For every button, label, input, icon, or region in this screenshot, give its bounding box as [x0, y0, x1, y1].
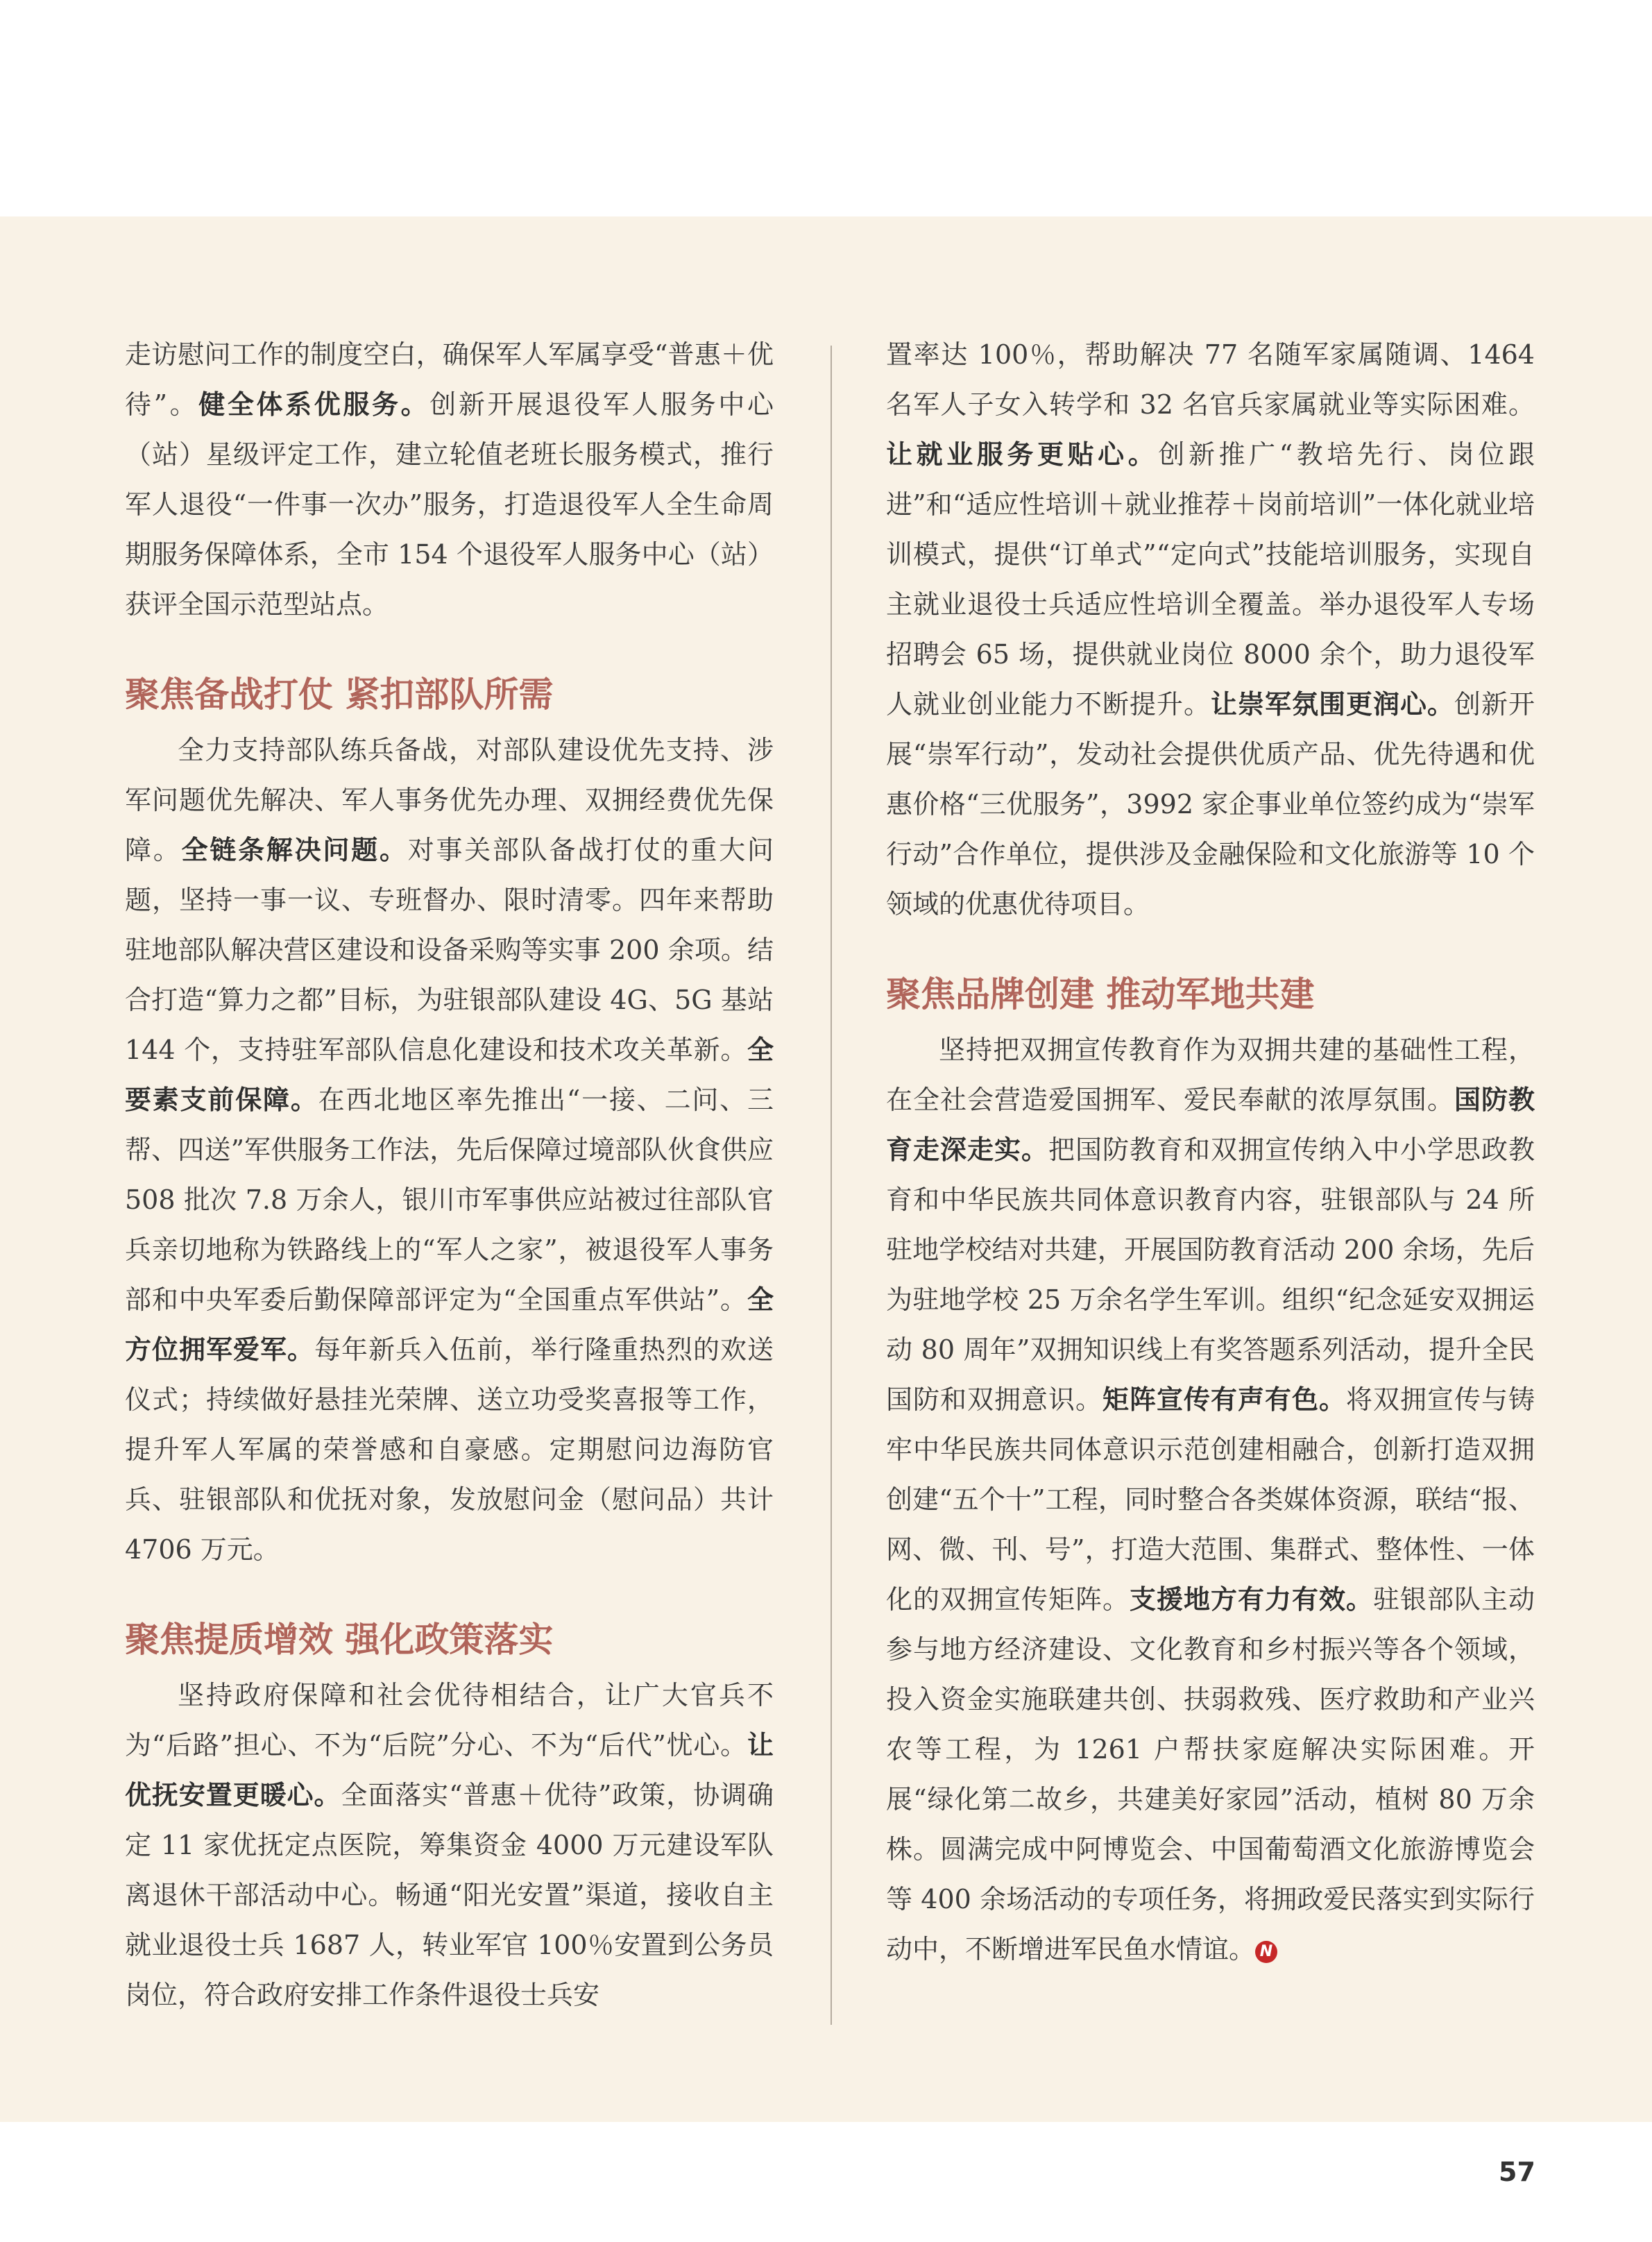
bold-lead: 矩阵宣传有声有色。	[1102, 1384, 1346, 1415]
paragraph: 全力支持部队练兵备战，对部队建设优先支持、涉军问题优先解决、军人事务优先办理、双拥经费优先保障。全链条解决问题。对事关部队备战打仗的重大问题，坚持一事一议、专班督办、限时清零。四年来帮助驻地部队解决营区建设和设备采购等实事 200 余项。结合打造“算力之都”目标，为驻银部队建设 4G、5G 基站 144 个，支持驻军部队信息化建设和技术攻关革新。全要素支前保障。在西北地区率先推出“一接、二问、三帮、四送”军供服务工作法，先后保障过境部队伙食供应 508 批次 7.8 万余人，银川市军事供应站被过往部队官兵亲切地称为铁路线上的“军人之家”，被退役军人事务部和中央军委后勤保障部评定为“全国重点军供站”。全方位拥军爱军。每年新兵入伍前，举行隆重热烈的欢送仪式；持续做好悬挂光荣牌、送立功受奖喜报等工作，提升军人军属的荣誉感和自豪感。定期慰问边海防官兵、驻银部队和优抚对象，发放慰问金（慰问品）共计 4706 万元。	[125, 735, 774, 1565]
paragraph: 置率达 100％，帮助解决 77 名随军家属随调、1464 名军人子女入转学和 32 名官兵家属就业等实际困难。让就业服务更贴心。创新推广“教培先行、岗位跟进”和“适应性培训＋就业推荐＋岗前培训”一体化就业培训模式，提供“订单式”“定向式”技能培训服务，实现自主就业退役士兵适应性培训全覆盖。举办退役军人专场招聘会 65 场，提供就业岗位 8000 余个，助力退役军人就业创业能力不断提升。让崇军氛围更润心。创新开展“崇军行动”，发动社会提供优质产品、优先待遇和优惠价格“三优服务”，3992 家企事业单位签约成为“崇军行动”合作单位，提供涉及金融保险和文化旅游等 10 个领域的优惠优待项目。	[886, 339, 1535, 919]
bold-lead: 全要素支前保障。	[125, 1035, 774, 1115]
paragraph: 坚持把双拥宣传教育作为双拥共建的基础性工程，在全社会营造爱国拥军、爱民奉献的浓厚氛围。国防教育走深走实。把国防教育和双拥宣传纳入中小学思政教育和中华民族共同体意识教育内容，驻银部队与 24 所驻地学校结对共建，开展国防教育活动 200 余场，先后为驻地学校 25 万余名学生军训。组织“纪念延安双拥运动 80 周年”双拥知识线上有奖答题系列活动，提升全民国防和双拥意识。矩阵宣传有声有色。将双拥宣传与铸牢中华民族共同体意识示范创建相融合，创新打造双拥创建“五个十”工程，同时整合各类媒体资源，联结“报、网、微、刊、号”，打造大范围、集群式、整体性、一体化的双拥宣传矩阵。支援地方有力有效。驻银部队主动参与地方经济建设、文化教育和乡村振兴等各个领域，投入资金实施联建共创、扶弱救残、医疗救助和产业兴农等工程，为 1261 户帮扶家庭解决实际困难。开展“绿化第二故乡，共建美好家园”活动，植树 80 万余株。圆满完成中阿博览会、中国葡萄酒文化旅游博览会等 400 余场活动的专项任务，将拥政爱民落实到实际行动中，不断增进军民鱼水情谊。 N	[886, 1035, 1535, 1964]
bold-lead: 国防教育走深走实。	[886, 1085, 1535, 1165]
paragraph: 坚持政府保障和社会优待相结合，让广大官兵不为“后路”担心、不为“后院”分心、不为“后代”忧心。让优抚安置更暖心。全面落实“普惠＋优待”政策，协调确定 11 家优抚定点医院，筹集资金 4000 万元建设军队离退休干部活动中心。畅通“阳光安置”渠道，接收自主就业退役士兵 1687 人，转业军官 100％安置到公务员岗位，符合政府安排工作条件退役士兵安	[125, 1680, 774, 2010]
paragraph: 走访慰问工作的制度空白，确保军人军属享受“普惠＋优待”。健全体系优服务。创新开展退役军人服务中心（站）星级评定工作，建立轮值老班长服务模式，推行军人退役“一件事一次办”服务，打造退役军人全生命周期服务保障体系，全市 154 个退役军人服务中心（站）获评全国示范型站点。	[125, 339, 774, 620]
section-heading: 聚焦品牌创建 推动军地共建	[886, 974, 1315, 1014]
right-column	[886, 330, 1535, 1974]
bold-lead: 全链条解决问题。	[181, 835, 408, 865]
bold-lead: 支援地方有力有效。	[1129, 1584, 1373, 1615]
left-column	[125, 330, 774, 2020]
end-mark-icon: N	[1255, 1941, 1277, 1963]
bold-lead: 让就业服务更贴心。	[886, 439, 1159, 470]
page-number: 57	[1499, 2157, 1535, 2187]
section-heading: 聚焦备战打仗 紧扣部队所需	[125, 674, 554, 715]
section-heading: 聚焦提质增效 强化政策落实	[125, 1620, 554, 1660]
bold-lead: 健全体系优服务。	[198, 389, 430, 420]
bold-lead: 全方位拥军爱军。	[125, 1284, 774, 1365]
column-divider	[831, 346, 832, 2025]
bold-lead: 让优抚安置更暖心。	[125, 1730, 774, 1810]
bold-lead: 让崇军氛围更润心。	[1210, 689, 1454, 720]
